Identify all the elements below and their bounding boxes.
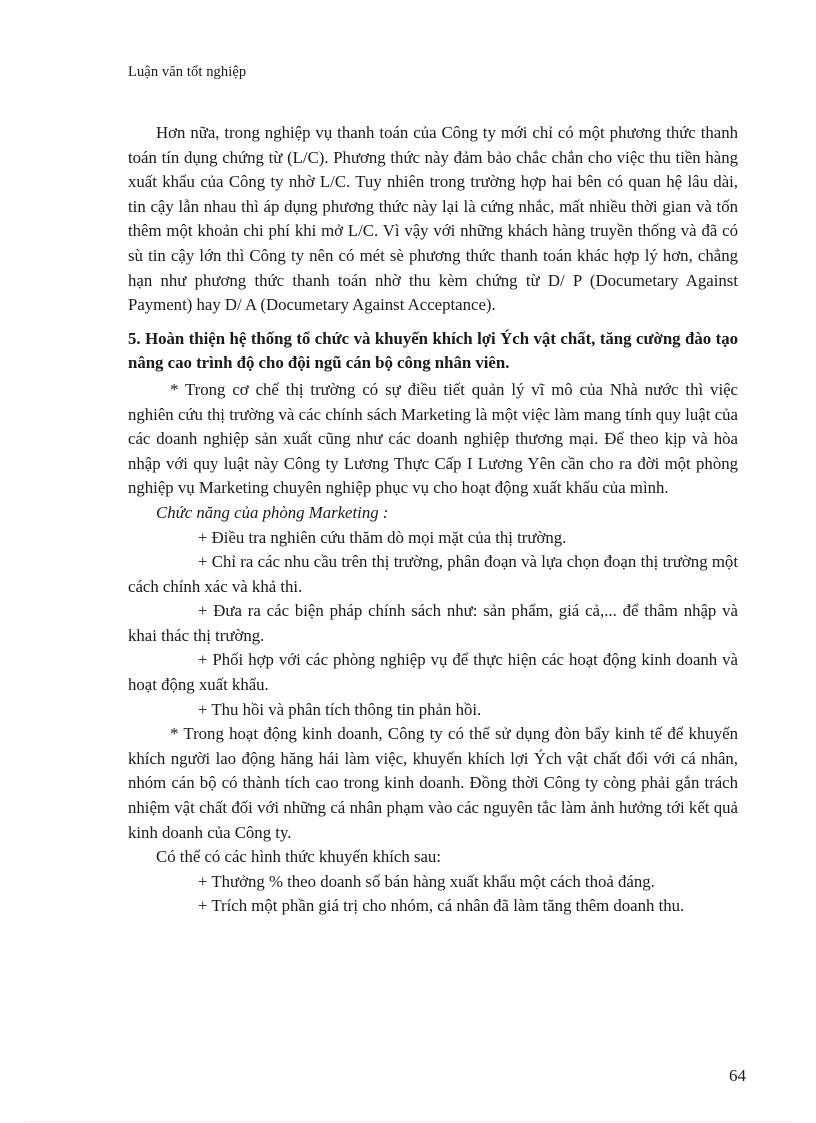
paragraph-incentives: * Trong hoạt động kinh doanh, Công ty có thể sử dụng đòn bẩy kinh tế để khuyến khích người lao động hăng hái làm việc, khuyến khích lợi Ých vật chất đối với cá nhân, nhóm cán bộ có thành tích cao trong kinh doanh. Đồng thời Công ty còng phải gắn trách nhiệm vật chất đối với những cá nhân phạm vào các nguyên tắc làm ảnh hưởng tới kết quả kinh doanh của Công ty. [128,724,738,842]
paragraph-payment-methods: Hơn nữa, trong nghiệp vụ thanh toán của Công ty mới chỉ có một phương thức thanh toán tín dụng chứng từ (L/C). Phương thức này đảm bảo chắc chắn cho việc thu tiền hàng xuất khẩu của Công ty nhờ L/C. Tuy nhiên trong trường hợp hai bên có quan hệ lâu dài, tin cậy lẫn nhau thì áp dụng phương thức này lại là cứng nhắc, mất nhiều thời gian và tốn thêm một khoản chi phí khi mở L/C. Vì vậy với những khách hàng truyền thống và đã có sù tin cậy lớn thì Công ty nên có mét sè phương thức thanh toán khác hợp lý hơn, chẳng hạn như phương thức thanh toán nhờ thu kèm chứng từ D/ P (Documetary Against Payment) hay D/ A (Documetary Against Acceptance). [128,123,738,315]
incentive-item: + Trích một phần giá trị cho nhóm, cá nhân đã làm tăng thêm doanh thu. [198,896,685,916]
paragraph-incentive-forms: Có thể có các hình thức khuyến khích sau: [156,847,441,867]
section-heading: 5. Hoàn thiện hệ thống tổ chức và khuyến khích lợi Ých vật chất, tăng cường đào tạo nâng cao trình độ cho đội ngũ cán bộ công nhân viên. [128,328,738,373]
marketing-functions-subheading: Chức năng của phòng Marketing : [156,502,389,522]
function-item: + Phối hợp với các phòng nghiệp vụ để thực hiện các hoạt động kinh doanh và hoạt động xuất khẩu. [128,650,738,695]
function-item: + Thu hồi và phân tích thông tin phản hồi. [198,699,482,719]
incentive-item: + Thưởng % theo doanh số bán hàng xuất khẩu một cách thoả đáng. [198,871,655,891]
function-item: + Chỉ ra các nhu cầu trên thị trường, phân đoạn và lựa chọn đoạn thị trường một cách chính xác và khả thi. [128,552,738,596]
running-header: Luận văn tốt nghiệp [128,64,247,80]
footer-divider [24,1121,792,1122]
function-item: + Đưa ra các biện pháp chính sách như: sản phẩm, giá cả,... để thâm nhập và khai thác thị trường. [128,601,738,645]
page-number: 64 [729,1066,746,1085]
function-item: + Điều tra nghiên cứu thăm dò mọi mặt của thị trường. [198,527,567,547]
page-body [128,121,738,919]
paragraph-marketing: * Trong cơ chế thị trường có sự điều tiết quản lý vĩ mô của Nhà nước thì việc nghiên cứu thị trường và các chính sách Marketing là một việc làm mang tính quy luật của các doanh nghiệp sản xuất cũng như các doanh nghiệp thương mại. Để theo kịp và hòa nhập với quy luật này Công ty Lương Thực Cấp I Lương Yên cần cho ra đời một phòng nghiệp vụ Marketing chuyên nghiệp phục vụ cho hoạt động xuất khẩu của mình. [128,379,738,498]
